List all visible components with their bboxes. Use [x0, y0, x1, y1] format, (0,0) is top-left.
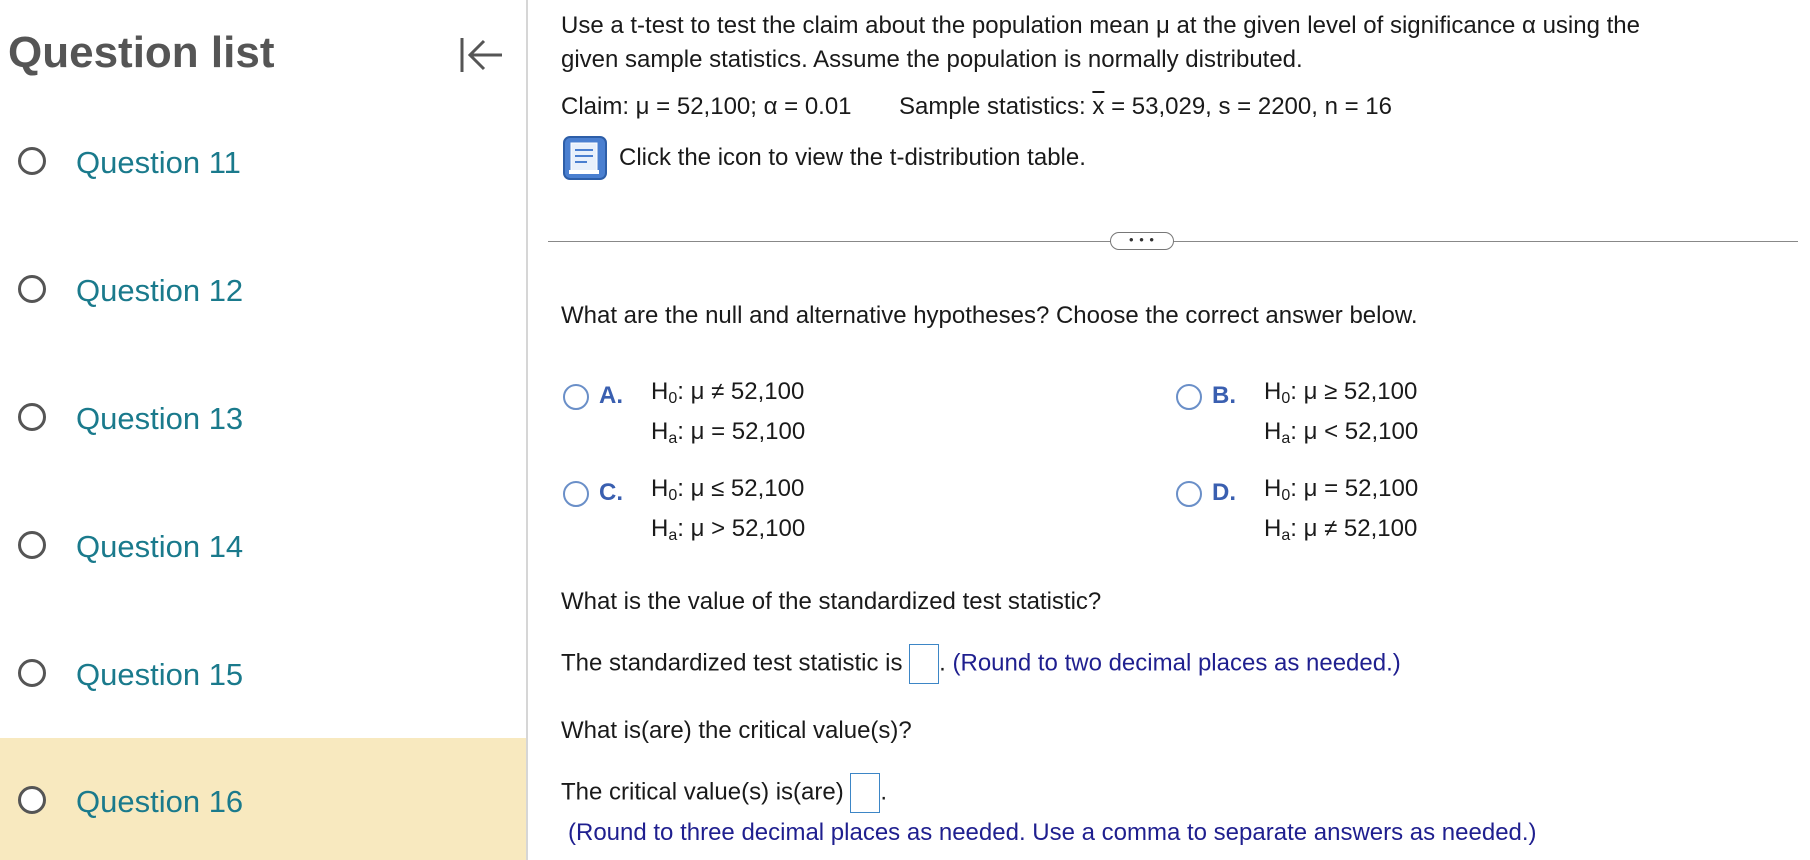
hypotheses-question: What are the null and alternative hypotheses? Choose the correct answer below.	[561, 302, 1418, 329]
test-statistic-input[interactable]	[909, 644, 939, 684]
test-statistic-period: .	[939, 649, 946, 677]
question-status-icon	[18, 403, 46, 431]
question-item-11[interactable]	[0, 103, 526, 223]
option-b-null: $H_0$: μ ≥ 52,100	[1264, 378, 1418, 407]
option-b-null-value: μ ≥ 52,100	[1303, 378, 1418, 405]
option-a-null-value: μ ≠ 52,100	[690, 378, 805, 405]
test-statistic-question: What is the value of the standardized test statistic?	[561, 588, 1102, 615]
test-statistic-hint: (Round to two decimal places as needed.)	[952, 649, 1401, 677]
question-status-icon	[18, 147, 46, 175]
t-table-link-text: Click the icon to view the t-distribution table.	[619, 144, 1086, 171]
critical-value-question: What is(are) the critical value(s)?	[561, 717, 912, 744]
option-b-letter: B.	[1212, 382, 1236, 409]
sample-statistics-values: = 53,029, s = 2200, n = 16	[1104, 93, 1392, 120]
question-status-icon	[18, 659, 46, 687]
option-a-letter: A.	[599, 382, 623, 409]
question-status-icon	[18, 531, 46, 559]
option-b-alt-value: μ < 52,100	[1303, 418, 1419, 445]
question-label: Question 16	[76, 784, 244, 819]
option-c[interactable]	[563, 475, 1083, 555]
option-d-alt-value: μ ≠ 52,100	[1303, 515, 1418, 542]
option-a[interactable]	[563, 378, 1083, 458]
sample-statistics	[899, 93, 1392, 121]
question-item-14[interactable]	[0, 487, 526, 607]
test-statistic-row	[561, 644, 1401, 684]
option-c-alt: $H_a$: μ > 52,100	[651, 515, 806, 544]
option-b-radio[interactable]	[1176, 384, 1202, 410]
option-d[interactable]	[1176, 475, 1696, 555]
critical-value-row	[561, 773, 887, 813]
option-b-alt: $H_a$: μ < 52,100	[1264, 418, 1419, 447]
critical-value-period: .	[880, 778, 888, 806]
collapse-left-icon	[456, 30, 506, 80]
sample-statistics-label: Sample statistics:	[899, 93, 1093, 120]
question-label: Question 11	[76, 145, 241, 180]
option-d-letter: D.	[1212, 479, 1236, 506]
option-d-null: $H_0$: μ = 52,100	[1264, 475, 1419, 504]
sample-mean-symbol: $\overline{x}$	[1092, 93, 1105, 120]
option-d-null-value: μ = 52,100	[1303, 475, 1419, 502]
claim-text: Claim: μ = 52,100; α = 0.01	[561, 93, 852, 120]
problem-text-line-1: Use a t-test to test the claim about the population mean μ at the given level of significance α using the	[561, 12, 1640, 39]
option-b[interactable]	[1176, 378, 1696, 458]
question-item-16[interactable]	[0, 738, 526, 860]
expand-more-button[interactable]: • • •	[1110, 232, 1174, 250]
option-d-alt: $H_a$: μ ≠ 52,100	[1264, 515, 1418, 544]
option-a-alt-value: μ = 52,100	[690, 418, 806, 445]
option-c-alt-value: μ > 52,100	[690, 515, 806, 542]
data-table-icon	[563, 136, 607, 180]
question-content	[530, 0, 1810, 860]
critical-value-input[interactable]	[850, 773, 880, 813]
option-a-alt: $H_a$: μ = 52,100	[651, 418, 806, 447]
question-status-icon	[18, 275, 46, 303]
question-list-sidebar	[0, 0, 528, 860]
test-statistic-prefix: The standardized test statistic is	[561, 649, 903, 677]
problem-text-line-2: given sample statistics. Assume the population is normally distributed.	[561, 46, 1303, 73]
question-label: Question 13	[76, 401, 244, 436]
question-label: Question 14	[76, 529, 244, 564]
option-c-null: $H_0$: μ ≤ 52,100	[651, 475, 805, 504]
critical-value-hint: (Round to three decimal places as needed. Use a comma to separate answers as needed.)	[568, 819, 1537, 846]
question-label: Question 15	[76, 657, 244, 692]
option-c-null-value: μ ≤ 52,100	[690, 475, 805, 502]
question-status-icon	[18, 786, 46, 814]
critical-value-prefix: The critical value(s) is(are)	[561, 778, 844, 806]
option-c-letter: C.	[599, 479, 623, 506]
option-a-radio[interactable]	[563, 384, 589, 410]
question-item-15[interactable]	[0, 615, 526, 735]
question-item-13[interactable]	[0, 359, 526, 479]
option-a-null: $H_0$: μ ≠ 52,100	[651, 378, 805, 407]
option-c-radio[interactable]	[563, 481, 589, 507]
question-label: Question 12	[76, 273, 244, 308]
sidebar-title: Question list	[8, 28, 275, 77]
question-item-12[interactable]	[0, 231, 526, 351]
collapse-sidebar-button[interactable]	[456, 30, 506, 80]
option-d-radio[interactable]	[1176, 481, 1202, 507]
t-table-button[interactable]	[563, 136, 607, 180]
